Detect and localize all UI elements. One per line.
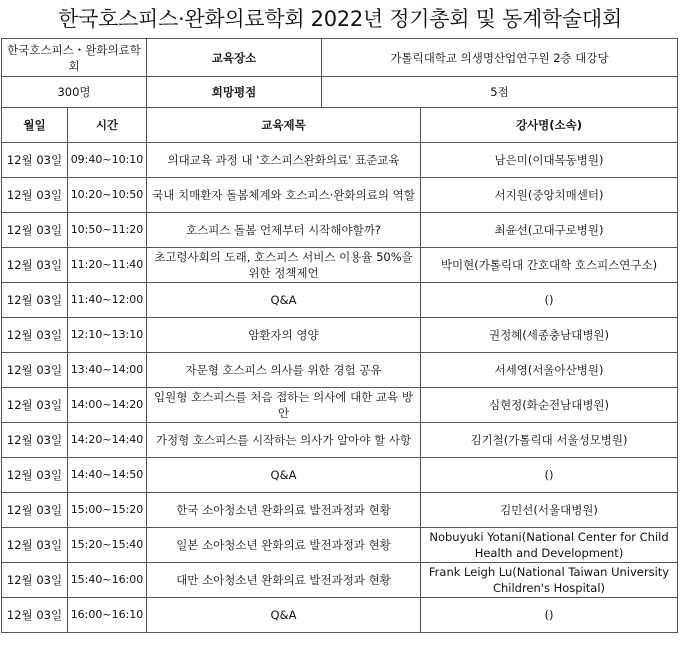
session-speaker: () [421, 598, 678, 633]
session-speaker: 김기철(가톨릭대 서울성모병원) [421, 423, 678, 458]
session-time: 10:50~11:20 [68, 213, 147, 248]
session-time: 11:40~12:00 [68, 283, 147, 318]
info-row-score [2, 77, 678, 108]
info-row-venue [2, 39, 678, 77]
session-time: 11:20~11:40 [68, 248, 147, 283]
session-speaker: 남은미(이대목동병원) [421, 143, 678, 178]
header-date: 월일 [2, 108, 68, 143]
score-label: 희망평점 [147, 77, 322, 108]
session-date: 12월 03일 [2, 528, 68, 563]
table-row [2, 318, 678, 353]
session-time: 12:10~13:10 [68, 318, 147, 353]
session-time: 15:40~16:00 [68, 563, 147, 598]
session-speaker: 박미현(가톨릭대 간호대학 호스피스연구소) [421, 248, 678, 283]
session-speaker: 서지원(중앙치매센터) [421, 178, 678, 213]
session-speaker: 서세영(서울아산병원) [421, 353, 678, 388]
session-time: 14:00~14:20 [68, 388, 147, 423]
session-topic: 의대교육 과정 내 '호스피스완화의료' 표준교육 [147, 143, 421, 178]
session-speaker: Frank Leigh Lu(National Taiwan University Children's Hospital) [421, 563, 678, 598]
session-date: 12월 03일 [2, 458, 68, 493]
table-row [2, 248, 678, 283]
session-date: 12월 03일 [2, 353, 68, 388]
session-date: 12월 03일 [2, 318, 68, 353]
session-time: 14:20~14:40 [68, 423, 147, 458]
session-date: 12월 03일 [2, 178, 68, 213]
session-topic: 자문형 호스피스 의사를 위한 경험 공유 [147, 353, 421, 388]
session-topic: Q&A [147, 283, 421, 318]
table-row [2, 423, 678, 458]
session-time: 09:40~10:10 [68, 143, 147, 178]
organization-cell: 한국호스피스・완화의료학회 [2, 39, 147, 77]
session-topic: 암환자의 영양 [147, 318, 421, 353]
session-time: 13:40~14:00 [68, 353, 147, 388]
session-date: 12월 03일 [2, 493, 68, 528]
schedule-table [1, 107, 678, 633]
session-speaker: () [421, 283, 678, 318]
session-date: 12월 03일 [2, 598, 68, 633]
table-row [2, 563, 678, 598]
session-speaker: 최윤선(고대구로병원) [421, 213, 678, 248]
schedule-header-row [2, 108, 678, 143]
header-speaker: 강사명(소속) [421, 108, 678, 143]
session-topic: 한국 소아청소년 완화의료 발전과정과 현황 [147, 493, 421, 528]
session-date: 12월 03일 [2, 423, 68, 458]
header-time: 시간 [68, 108, 147, 143]
session-topic: 초고령사회의 도래, 호스피스 서비스 이용율 50%을 위한 정책제언 [147, 248, 421, 283]
session-date: 12월 03일 [2, 283, 68, 318]
session-topic: Q&A [147, 598, 421, 633]
session-topic: 국내 치매환자 돌봄체계와 호스피스·완화의료의 역할 [147, 178, 421, 213]
session-speaker: Nobuyuki Yotani(National Center for Child Health and Development) [421, 528, 678, 563]
venue-value: 가톨릭대학교 의생명산업연구원 2층 대강당 [322, 39, 678, 77]
session-date: 12월 03일 [2, 143, 68, 178]
session-date: 12월 03일 [2, 388, 68, 423]
session-date: 12월 03일 [2, 563, 68, 598]
table-row [2, 283, 678, 318]
session-topic: 대만 소아청소년 완화의료 발전과정과 현황 [147, 563, 421, 598]
session-topic: 입원형 호스피스를 처음 접하는 의사에 대한 교육 방안 [147, 388, 421, 423]
header-topic: 교육제목 [147, 108, 421, 143]
session-date: 12월 03일 [2, 213, 68, 248]
session-time: 16:00~16:10 [68, 598, 147, 633]
session-time: 10:20~10:50 [68, 178, 147, 213]
session-time: 15:20~15:40 [68, 528, 147, 563]
session-speaker: 심현정(화순전남대병원) [421, 388, 678, 423]
table-row [2, 493, 678, 528]
table-row [2, 178, 678, 213]
page-title: 한국호스피스·완화의료학회 2022년 정기총회 및 동계학술대회 [58, 7, 622, 31]
score-value: 5점 [322, 77, 678, 108]
session-date: 12월 03일 [2, 248, 68, 283]
table-row [2, 353, 678, 388]
table-row [2, 528, 678, 563]
session-topic: 가정형 호스피스를 시작하는 의사가 알아야 할 사항 [147, 423, 421, 458]
session-time: 15:00~15:20 [68, 493, 147, 528]
session-topic: 호스피스 돌봄 언제부터 시작해야할까? [147, 213, 421, 248]
table-row [2, 458, 678, 493]
session-topic: Q&A [147, 458, 421, 493]
capacity-cell: 300명 [2, 77, 147, 108]
session-speaker: 권정혜(세종충남대병원) [421, 318, 678, 353]
schedule-body [2, 143, 678, 633]
table-row [2, 388, 678, 423]
session-speaker: 김민선(서울대병원) [421, 493, 678, 528]
info-table [1, 38, 678, 108]
table-row [2, 213, 678, 248]
venue-label: 교육장소 [147, 39, 322, 77]
session-topic: 일본 소아청소년 완화의료 발전과정과 현황 [147, 528, 421, 563]
table-row [2, 598, 678, 633]
table-row [2, 143, 678, 178]
session-speaker: () [421, 458, 678, 493]
session-time: 14:40~14:50 [68, 458, 147, 493]
